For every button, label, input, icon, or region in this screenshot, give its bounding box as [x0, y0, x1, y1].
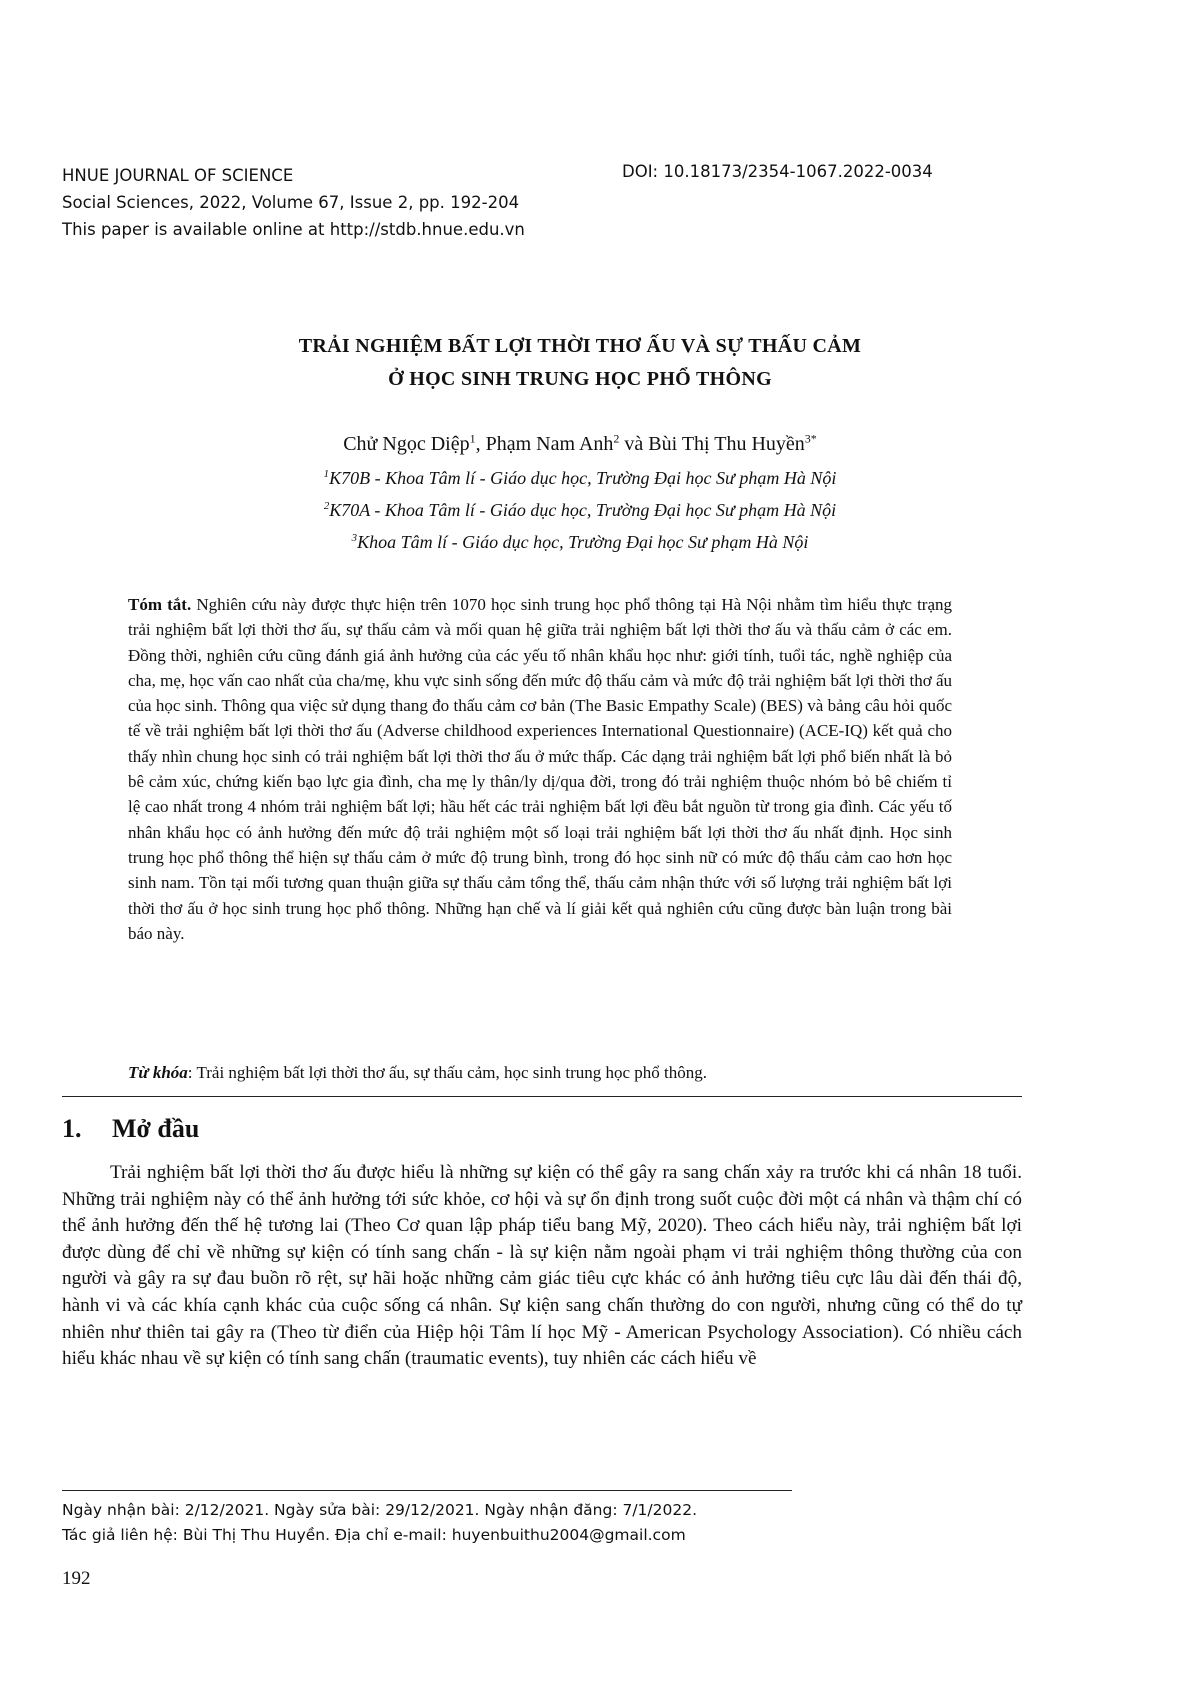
journal-issue: Social Sciences, 2022, Volume 67, Issue 2, pp. 192-204	[62, 193, 520, 212]
author-2-sup: 2	[613, 431, 620, 446]
title-line-2: Ở HỌC SINH TRUNG HỌC PHỔ THÔNG	[388, 368, 772, 390]
section-heading	[62, 1112, 199, 1146]
paper-title	[80, 330, 1080, 396]
affiliation-sup: 1	[323, 468, 330, 480]
footnote	[62, 1498, 697, 1548]
author-list	[80, 428, 1080, 460]
section-title: Mở đầu	[112, 1114, 200, 1143]
author-separator: và	[619, 433, 649, 455]
affiliation-3	[80, 526, 1080, 558]
affiliation-text: Khoa Tâm lí - Giáo dục học, Trường Đại học Sư phạm Hà Nội	[357, 532, 809, 552]
abstract-label: Tóm tắt.	[128, 595, 192, 614]
doi: DOI: 10.18173/2354-1067.2022-0034	[622, 162, 933, 181]
keywords-text: : Trải nghiệm bất lợi thời thơ ấu, sự thấu cảm, học sinh trung học phổ thông.	[187, 1063, 708, 1082]
author-1: Chử Ngọc Diệp	[343, 433, 470, 455]
section-number: 1.	[62, 1114, 82, 1143]
author-2: Phạm Nam Anh	[485, 433, 614, 455]
affiliation-text: K70B - Khoa Tâm lí - Giáo dục học, Trường Đại học Sư phạm Hà Nội	[329, 468, 837, 488]
author-3: Bùi Thị Thu Huyền	[648, 433, 805, 455]
title-line-1: TRẢI NGHIỆM BẤT LỢI THỜI THƠ ẤU VÀ SỰ THẤU CẢM	[298, 335, 862, 357]
journal-name: HNUE JOURNAL OF SCIENCE	[62, 166, 294, 185]
footnote-divider	[62, 1490, 792, 1491]
affiliations	[80, 462, 1080, 558]
abstract-divider	[62, 1096, 1022, 1097]
body-paragraph: Trải nghiệm bất lợi thời thơ ấu được hiểu là những sự kiện có thể gây ra sang chấn xảy ra trước khi cá nhân 18 tuổi. Những trải nghiệm này có thể ảnh hưởng tới sức khỏe, cơ hội và sự ổn định trong suốt cuộc đời một cá nhân và thậm chí có thể ảnh hưởng đến thế hệ tương lai (Theo Cơ quan lập pháp tiểu bang Mỹ, 2020). Theo cách hiểu này, trải nghiệm bất lợi được dùng để chỉ về những sự kiện có tính sang chấn - là sự kiện nằm ngoài phạm vi trải nghiệm thông thường của con người và gây ra sự đau buồn rõ rệt, sự hãi hoặc những cảm giác tiêu cực khác có ảnh hưởng tiêu cực lâu dài đến thái độ, hành vi và các khía cạnh khác của cuộc sống cá nhân. Sự kiện sang chấn thường do con người, nhưng cũng có thể do tự nhiên như thiên tai gây ra (Theo từ điển của Hiệp hội Tâm lí học Mỹ - American Psychology Association). Có nhiều cách hiểu khác nhau về sự kiện có tính sang chấn (traumatic events), tuy nhiên các cách hiểu về	[62, 1162, 1022, 1370]
affiliation-sup: 2	[323, 500, 330, 512]
page-number: 192	[62, 1568, 91, 1589]
affiliation-1	[80, 462, 1080, 494]
abstract-text: Nghiên cứu này được thực hiện trên 1070 học sinh trung học phổ thông tại Hà Nội nhằm tìm hiểu thực trạng trải nghiệm bất lợi thời thơ ấu, sự thấu cảm và mối quan hệ giữa trải nghiệm bất lợi thời thơ ấu và thấu cảm ở các em. Đồng thời, nghiên cứu cũng đánh giá ảnh hưởng của các yếu tố nhân khẩu học như: giới tính, tuổi tác, nghề nghiệp của cha, mẹ, học vấn cao nhất của cha/mẹ, khu vực sinh sống đến mức độ thấu cảm và mức độ trải nghiệm bất lợi thời thơ ấu của học sinh. Thông qua việc sử dụng thang đo thấu cảm cơ bản (The Basic Empathy Scale) (BES) và bảng câu hỏi quốc tế về trải nghiệm bất lợi thời thơ ấu (Adverse childhood experiences International Questionnaire) (ACE-IQ) kết quả cho thấy nhìn chung học sinh có trải nghiệm bất lợi thời thơ ấu ở mức thấp. Các dạng trải nghiệm bất lợi phổ biến nhất là bỏ bê cảm xúc, chứng kiến bạo lực gia đình, cha mẹ ly thân/ly dị/qua đời, trong đó trải nghiệm thuộc nhóm bỏ bê chiếm tỉ lệ cao nhất trong 4 nhóm trải nghiệm bất lợi; hầu hết các trải nghiệm bất lợi đều bắt nguồn từ trong gia đình. Các yếu tố nhân khẩu học có ảnh hưởng đến mức độ trải nghiệm một số loại trải nghiệm bất lợi thời thơ ấu nhất định. Học sinh trung học phổ thông thể hiện sự thấu cảm ở mức độ trung bình, trong đó học sinh nữ có mức độ thấu cảm cao hơn học sinh nam. Tồn tại mối tương quan thuận giữa sự thấu cảm tổng thể, thấu cảm nhận thức với số lượng trải nghiệm bất lợi thời thơ ấu ở học sinh trung học phổ thông. Những hạn chế và lí giải kết quả nghiên cứu cũng được bàn luận trong bài báo này.	[128, 595, 953, 943]
footnote-dates: Ngày nhận bài: 2/12/2021. Ngày sửa bài: 29/12/2021. Ngày nhận đăng: 7/1/2022.	[62, 1501, 698, 1519]
affiliation-sup: 3	[351, 532, 358, 544]
author-3-sup: 3*	[804, 431, 817, 446]
affiliation-2	[80, 494, 1080, 526]
keywords	[128, 1060, 952, 1085]
author-separator: ,	[475, 433, 486, 455]
abstract	[128, 592, 952, 946]
author-1-sup: 1	[469, 431, 476, 446]
keywords-label: Từ khóa	[128, 1063, 188, 1082]
journal-header	[62, 162, 525, 243]
footnote-contact: Tác giả liên hệ: Bùi Thị Thu Huyền. Địa chỉ e-mail: huyenbuithu2004@gmail.com	[62, 1526, 686, 1544]
affiliation-text: K70A - Khoa Tâm lí - Giáo dục học, Trường Đại học Sư phạm Hà Nội	[329, 500, 837, 520]
section-body	[62, 1160, 1022, 1373]
journal-online-note: This paper is available online at http://stdb.hnue.edu.vn	[62, 220, 525, 239]
